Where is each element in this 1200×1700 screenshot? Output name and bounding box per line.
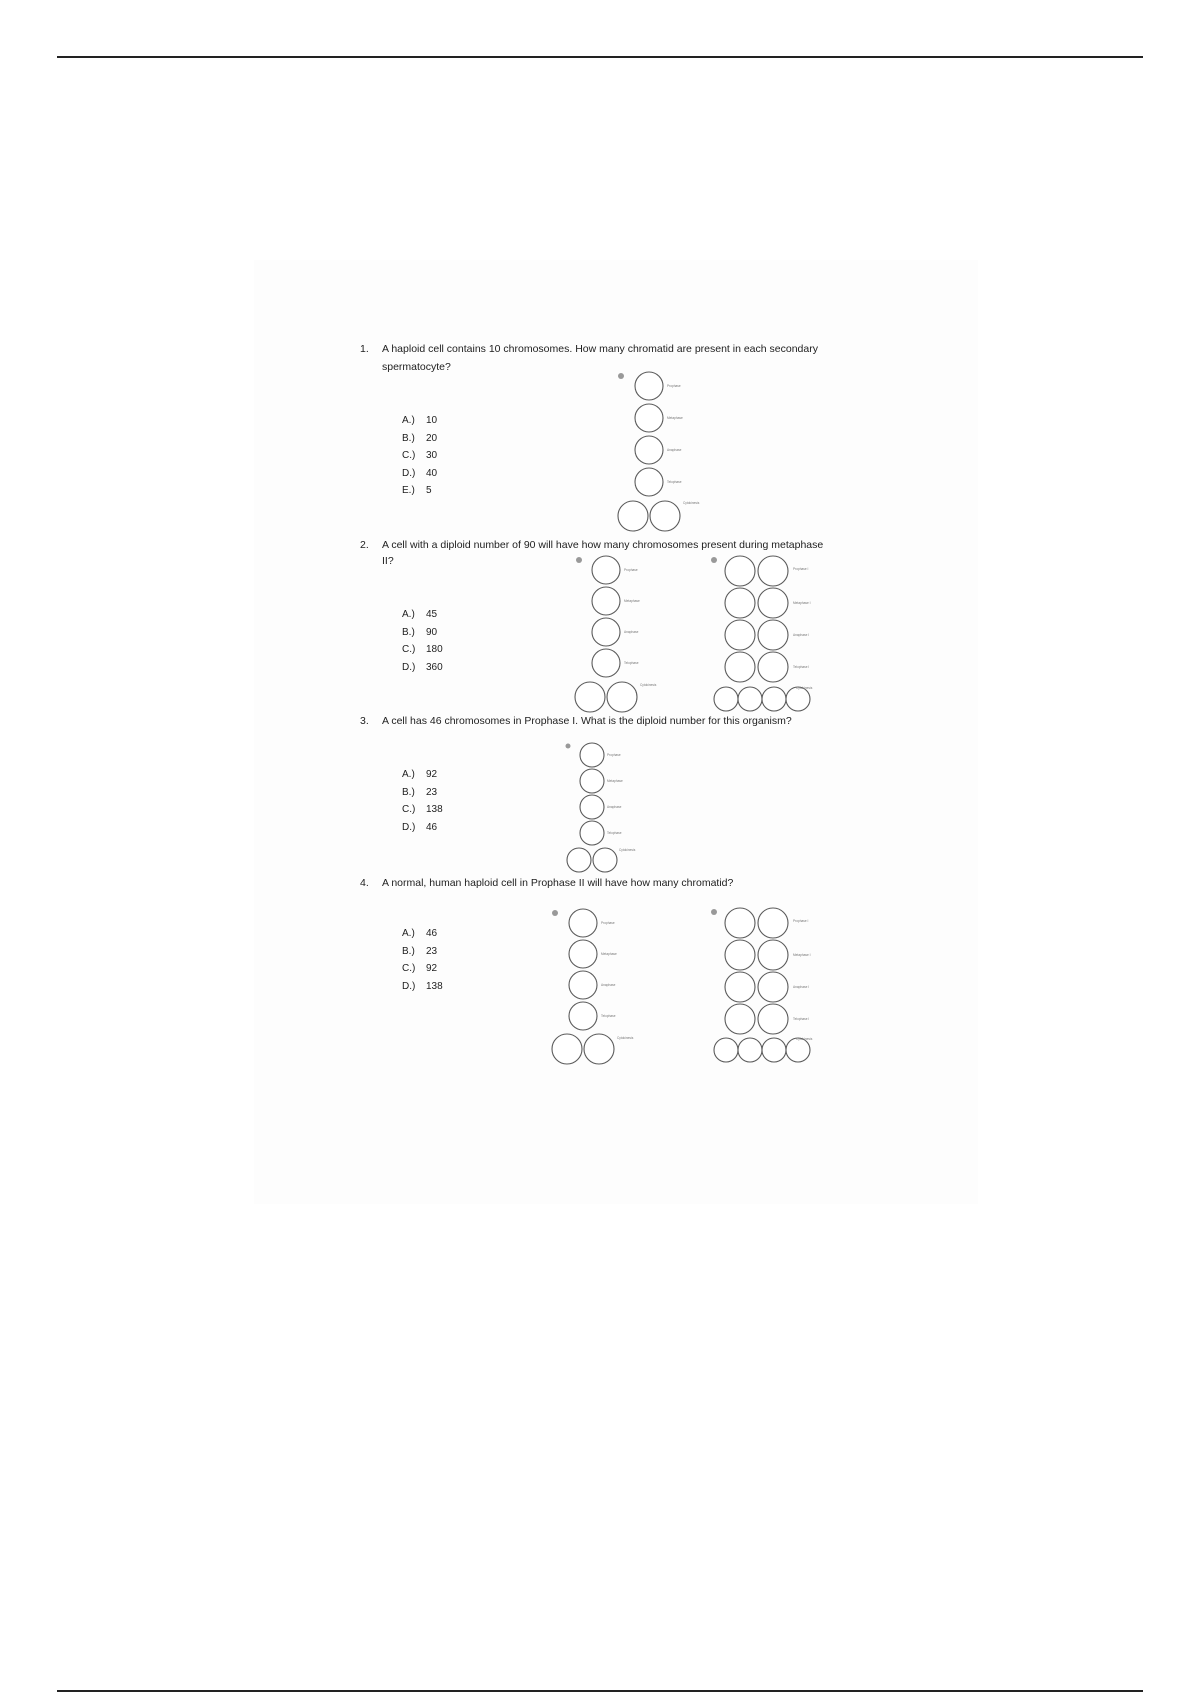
mitosis-diagram <box>563 742 663 874</box>
cell-circle <box>569 940 597 968</box>
stage-label: Metaphase I <box>793 953 811 957</box>
cell-circle <box>618 501 648 531</box>
cell-circle <box>592 649 620 677</box>
stage-label: Cytokinesis <box>640 683 657 687</box>
cell-circle <box>725 908 755 938</box>
cell-circle <box>593 848 617 872</box>
cell-circle <box>569 971 597 999</box>
answer-option[interactable]: D.) 40 <box>402 467 438 479</box>
stage-label: Anaphase I <box>793 633 810 637</box>
cell-circle <box>725 652 755 682</box>
question-text: A haploid cell contains 10 chromosomes. How many chromatid are present in each secondary <box>382 343 818 355</box>
cell-circle <box>569 909 597 937</box>
marker-dot <box>618 373 624 379</box>
cell-circle <box>786 687 810 711</box>
stage-label: Prophase I <box>793 919 809 923</box>
answer-option[interactable]: C.) 92 <box>402 963 438 974</box>
cell-circle <box>758 972 788 1002</box>
cell-circle <box>758 588 788 618</box>
question-2 <box>360 538 823 553</box>
mitosis-diagram <box>550 908 660 1068</box>
cell-circle <box>635 404 663 432</box>
answer-option[interactable]: B.) 23 <box>402 945 438 957</box>
stage-label: Cytokinesis <box>796 686 813 690</box>
cell-circle <box>758 908 788 938</box>
stage-label: Prophase <box>607 753 621 757</box>
stage-label: Metaphase I <box>793 601 811 605</box>
cell-circle <box>725 972 755 1002</box>
cell-circle <box>725 940 755 970</box>
answer-option[interactable]: A.) 10 <box>402 415 438 426</box>
cell-circle <box>580 821 604 845</box>
cell-circle <box>592 556 620 584</box>
marker-dot <box>711 909 717 915</box>
answer-option[interactable]: B.) 20 <box>402 432 438 444</box>
marker-dot <box>552 910 558 916</box>
question-text: A cell with a diploid number of 90 will have how many chromosomes present during metaphase <box>382 539 824 551</box>
stage-label: Telophase <box>607 831 622 835</box>
question-number: 1. <box>360 343 369 355</box>
question-4-options <box>402 925 443 995</box>
stage-label: Cytokinesis <box>796 1037 813 1041</box>
stage-label: Metaphase <box>624 599 640 603</box>
cell-circle <box>758 1004 788 1034</box>
question-text: A cell has 46 chromosomes in Prophase I. What is the diploid number for this organism? <box>382 715 792 727</box>
cell-circle <box>592 618 620 646</box>
answer-option[interactable]: B.) 90 <box>402 626 438 638</box>
cell-circle <box>584 1034 614 1064</box>
cell-circle <box>714 1038 738 1062</box>
cell-circle <box>580 795 604 819</box>
cell-circle <box>738 1038 762 1062</box>
answer-option[interactable]: A.) 46 <box>402 928 438 939</box>
question-1-continuation: spermatocyte? <box>382 361 451 373</box>
answer-option[interactable]: D.) 360 <box>402 661 443 673</box>
cell-circle <box>569 1002 597 1030</box>
stage-label: Metaphase <box>601 952 617 956</box>
cell-circle <box>650 501 680 531</box>
stage-label: Telophase I <box>793 1017 810 1021</box>
cell-circle <box>635 436 663 464</box>
mitosis-diagram <box>573 556 683 716</box>
stage-label: Metaphase <box>667 416 683 420</box>
meiosis-diagram <box>710 908 830 1068</box>
stage-label: Prophase <box>667 384 681 388</box>
answer-option[interactable]: B.) 23 <box>402 786 438 798</box>
cell-circle <box>580 743 604 767</box>
answer-option[interactable]: C.) 180 <box>402 644 443 655</box>
stage-label: Cytokinesis <box>619 848 636 852</box>
question-2-continuation: II? <box>382 555 394 567</box>
stage-label: Anaphase <box>607 805 622 809</box>
answer-option[interactable]: A.) 92 <box>402 769 438 780</box>
stage-label: Cytokinesis <box>617 1036 634 1040</box>
question-1-options <box>402 412 437 500</box>
question-text: A normal, human haploid cell in Prophase II will have how many chromatid? <box>382 877 734 889</box>
stage-label: Telophase <box>624 661 639 665</box>
marker-dot <box>566 744 571 749</box>
cell-circle <box>725 620 755 650</box>
stage-label: Anaphase <box>667 448 682 452</box>
cell-circle <box>758 620 788 650</box>
answer-option[interactable]: D.) 46 <box>402 821 438 833</box>
stage-label: Prophase <box>601 921 615 925</box>
stage-label: Telophase <box>601 1014 616 1018</box>
answer-option[interactable]: D.) 138 <box>402 980 443 992</box>
stage-label: Telophase I <box>793 665 810 669</box>
question-3 <box>360 714 792 729</box>
stage-label: Prophase <box>624 568 638 572</box>
mitosis-diagram <box>615 370 725 536</box>
cell-circle <box>762 1038 786 1062</box>
cell-circle <box>786 1038 810 1062</box>
answer-option[interactable]: A.) 45 <box>402 609 438 620</box>
question-4 <box>360 876 733 891</box>
marker-dot <box>711 557 717 563</box>
marker-dot <box>576 557 582 563</box>
answer-option[interactable]: E.) 5 <box>402 485 432 496</box>
question-2-options <box>402 606 443 676</box>
cell-circle <box>592 587 620 615</box>
cell-circle <box>758 556 788 586</box>
footer-rule <box>57 1690 1143 1692</box>
cell-circle <box>714 687 738 711</box>
cell-circle <box>758 940 788 970</box>
cell-circle <box>567 848 591 872</box>
cell-circle <box>762 687 786 711</box>
question-3-options <box>402 766 443 836</box>
stage-label: Prophase I <box>793 567 809 571</box>
cell-circle <box>635 468 663 496</box>
cell-circle <box>758 652 788 682</box>
cell-circle <box>725 588 755 618</box>
cell-circle <box>607 682 637 712</box>
stage-label: Anaphase I <box>793 985 810 989</box>
stage-label: Telophase <box>667 480 682 484</box>
cell-circle <box>725 556 755 586</box>
meiosis-diagram <box>710 556 830 716</box>
cell-circle <box>580 769 604 793</box>
stage-label: Metaphase <box>607 779 623 783</box>
question-1 <box>360 342 818 357</box>
stage-label: Cytokinesis <box>683 501 700 505</box>
cell-circle <box>738 687 762 711</box>
answer-option[interactable]: C.) 30 <box>402 450 438 461</box>
stage-label: Anaphase <box>601 983 616 987</box>
question-number: 4. <box>360 877 369 889</box>
cell-circle <box>552 1034 582 1064</box>
cell-circle <box>575 682 605 712</box>
cell-circle <box>725 1004 755 1034</box>
stage-label: Anaphase <box>624 630 639 634</box>
header-rule <box>57 56 1143 58</box>
cell-circle <box>635 372 663 400</box>
answer-option[interactable]: C.) 138 <box>402 804 443 815</box>
question-number: 3. <box>360 715 369 727</box>
question-number: 2. <box>360 539 369 551</box>
